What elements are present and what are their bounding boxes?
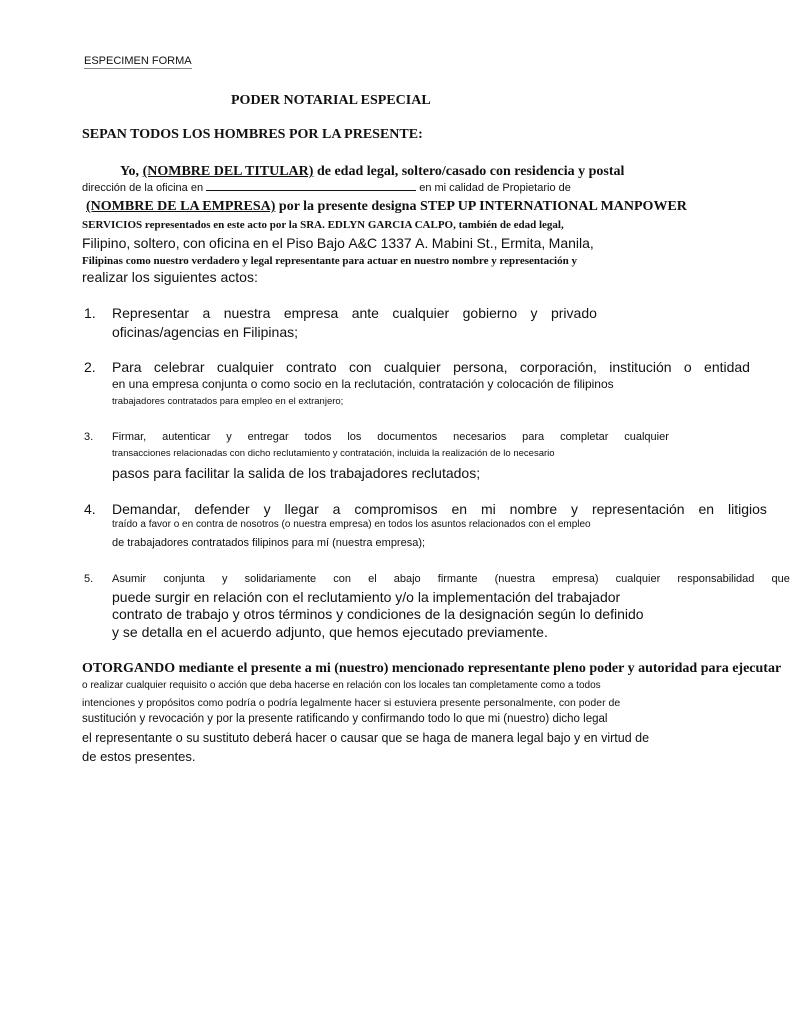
item-1-word: empresa bbox=[283, 305, 339, 321]
item-1-word: nuestra bbox=[223, 305, 271, 321]
item-5-line-4: y se detalla en el acuerdo adjunto, que hemos ejecutado previamente. bbox=[112, 624, 548, 640]
item-4-word: compromisos bbox=[354, 501, 438, 517]
holder-name-placeholder: (NOMBRE DEL TITULAR) bbox=[142, 164, 314, 179]
item-4-line-1 bbox=[112, 501, 767, 517]
intro-line-5 bbox=[82, 235, 594, 251]
closing-line-6: de estos presentes. bbox=[82, 749, 196, 764]
item-4-word: y bbox=[571, 501, 579, 517]
intro-line-5-word: Filipino, bbox=[82, 235, 131, 251]
item-3-word: y bbox=[226, 431, 232, 443]
item-5-word: responsabilidad bbox=[677, 573, 755, 585]
intro-line-2 bbox=[82, 182, 571, 194]
item-1-word: cualquier bbox=[392, 305, 450, 321]
item-1-line-2: oficinas/agencias en Filipinas; bbox=[112, 324, 298, 340]
intro-line-5-word: St., bbox=[476, 235, 498, 251]
closing-line-2: o realizar cualquier requisito o acción que deba hacerse en relación con los locales tan completamente como a todos bbox=[82, 680, 601, 691]
item-4-word: en bbox=[698, 501, 715, 517]
item-2-word: con bbox=[348, 359, 372, 375]
item-2-word: contrato bbox=[286, 359, 337, 375]
item-4-line-2: traído a favor o en contra de nosotros (o nuestra empresa) en todos los asuntos relacionados con el empleo bbox=[112, 519, 591, 530]
item-2-line-2: en una empresa conjunta o como socio en la reclutación, contratación y colocación de filipinos bbox=[112, 377, 614, 391]
item-5-line-2: puede surgir en relación con el reclutamiento y/o la implementación del trabajador bbox=[112, 589, 621, 605]
intro-line-5-word: Mabini bbox=[431, 235, 474, 251]
item-2-word: institución bbox=[609, 359, 672, 375]
item-5-word: el bbox=[368, 573, 377, 585]
item-3-word: documentos bbox=[377, 431, 438, 443]
intro-line-5-word: soltero, bbox=[133, 235, 180, 251]
item-3-word: todos bbox=[304, 431, 332, 443]
owner-capacity-label: en mi calidad de Propietario de bbox=[419, 182, 571, 194]
item-4-word: nombre bbox=[509, 501, 558, 517]
closing-line-3: intenciones y propósitos como podría o podría legalmente hacer si estuviera presente personalmente, con poder de bbox=[82, 697, 621, 709]
item-5-word: solidariamente bbox=[244, 573, 317, 585]
intro-line-5-word: 1337 bbox=[380, 235, 412, 251]
item-1-word: ante bbox=[351, 305, 379, 321]
item-4-word: Demandar, bbox=[112, 501, 181, 517]
item-5-line-1 bbox=[112, 573, 790, 585]
company-name-placeholder: (NOMBRE DE LA EMPRESA) bbox=[86, 199, 276, 214]
intro-line-5-word: A&C bbox=[348, 235, 378, 251]
closing-line-5: el representante o su sustituto deberá hacer o causar que se haga de manera legal bajo y en virtud de bbox=[82, 731, 650, 745]
item-5-word: Asumir bbox=[112, 573, 147, 585]
item-2-word: celebrar bbox=[153, 359, 205, 375]
closing-line-4: sustitución y revocación y por la presente ratificando y confirmando todo lo que mi (nuestro) dicho legal bbox=[82, 713, 608, 725]
item-5-word: conjunta bbox=[163, 573, 205, 585]
item-4-line-3: de trabajadores contratados filipinos para mí (nuestra empresa); bbox=[112, 537, 426, 549]
item-1-word: privado bbox=[550, 305, 597, 321]
item-2-line-3: trabajadores contratados para empleo en el extranjero; bbox=[112, 396, 344, 407]
intro-line-5-word: Bajo bbox=[316, 235, 345, 251]
document-title: PODER NOTARIAL ESPECIAL bbox=[231, 93, 431, 108]
item-3-word: necesarios bbox=[453, 431, 507, 443]
item-number: 2. bbox=[84, 359, 96, 375]
item-number: 3. bbox=[84, 431, 94, 443]
intro-line-3 bbox=[86, 199, 687, 215]
item-3-word: entregar bbox=[247, 431, 289, 443]
item-2-word: entidad bbox=[704, 359, 750, 375]
item-2-word: persona, bbox=[453, 359, 508, 375]
intro-line-5-word: Ermita, bbox=[500, 235, 546, 251]
specimen-label: ESPECIMEN FORMA bbox=[84, 55, 192, 67]
office-address-blank bbox=[206, 190, 416, 191]
intro-line-3-rest: por la presente designa STEP UP INTERNATIONAL MANPOWER bbox=[278, 199, 687, 214]
item-3-line-3: pasos para facilitar la salida de los trabajadores reclutados; bbox=[112, 465, 481, 481]
item-3-word: completar bbox=[560, 431, 609, 443]
item-1-line-1 bbox=[112, 305, 597, 321]
intro-line-5-word: Piso bbox=[286, 235, 314, 251]
item-4-word: en bbox=[451, 501, 468, 517]
intro-line-5-word: oficina bbox=[209, 235, 250, 251]
item-1-word: y bbox=[530, 305, 538, 321]
item-number: 1. bbox=[84, 305, 96, 321]
intro-line-1-rest: de edad legal, soltero/casado con residencia y postal bbox=[316, 164, 625, 179]
item-number: 4. bbox=[84, 501, 96, 517]
item-5-word: y bbox=[222, 573, 228, 585]
item-3-line-1 bbox=[112, 431, 669, 443]
item-4-word: defender bbox=[194, 501, 250, 517]
item-3-word: para bbox=[522, 431, 545, 443]
item-5-word: (nuestra bbox=[494, 573, 535, 585]
item-3-word: los bbox=[347, 431, 362, 443]
intro-line-5-word: en bbox=[252, 235, 269, 251]
item-5-word: firmante bbox=[437, 573, 478, 585]
item-2-word: o bbox=[683, 359, 692, 375]
document-heading: SEPAN TODOS LOS HOMBRES POR LA PRESENTE: bbox=[82, 127, 423, 142]
item-4-word: mi bbox=[480, 501, 496, 517]
item-4-word: a bbox=[332, 501, 341, 517]
item-5-line-3: contrato de trabajo y otros términos y condiciones de la designación según lo definido bbox=[112, 606, 644, 622]
item-number: 5. bbox=[84, 573, 94, 585]
item-4-word: llegar bbox=[284, 501, 319, 517]
intro-line-5-word: el bbox=[271, 235, 283, 251]
item-4-word: representación bbox=[591, 501, 685, 517]
intro-line-5-word: A. bbox=[415, 235, 429, 251]
intro-line-5-word: con bbox=[183, 235, 206, 251]
item-1-word: Representar bbox=[112, 305, 190, 321]
item-2-word: Para bbox=[112, 359, 142, 375]
intro-yo: Yo, bbox=[120, 164, 140, 179]
item-4-word: y bbox=[263, 501, 271, 517]
item-2-word: corporación, bbox=[519, 359, 597, 375]
closing-line-1: OTORGANDO mediante el presente a mi (nuestro) mencionado representante pleno poder y autoridad para ejecutar bbox=[82, 661, 782, 676]
item-5-word: que bbox=[771, 573, 790, 585]
item-5-word: abajo bbox=[393, 573, 421, 585]
item-2-line-1 bbox=[112, 359, 750, 375]
office-address-label: dirección de la oficina en bbox=[82, 182, 204, 194]
item-3-word: Firmar, bbox=[112, 431, 147, 443]
intro-line-1 bbox=[120, 164, 624, 180]
intro-line-6: Filipinas como nuestro verdadero y legal representante para actuar en nuestro nombre y representación y bbox=[82, 255, 577, 267]
item-1-word: gobierno bbox=[462, 305, 518, 321]
item-2-word: cualquier bbox=[383, 359, 441, 375]
item-2-word: cualquier bbox=[216, 359, 274, 375]
item-1-word: a bbox=[202, 305, 211, 321]
item-5-word: con bbox=[333, 573, 351, 585]
item-4-word: litigios bbox=[727, 501, 767, 517]
intro-line-4: SERVICIOS representados en este acto por la SRA. EDLYN GARCIA CALPO, también de edad legal, bbox=[82, 219, 564, 231]
item-3-word: cualquier bbox=[624, 431, 669, 443]
intro-line-7: realizar los siguientes actos: bbox=[82, 269, 258, 285]
item-3-word: autenticar bbox=[162, 431, 211, 443]
item-5-word: cualquier bbox=[615, 573, 661, 585]
item-5-word: empresa) bbox=[552, 573, 599, 585]
intro-line-5-word: Manila, bbox=[548, 235, 594, 251]
item-3-line-2: transacciones relacionadas con dicho reclutamiento y contratación, incluida la realización de lo necesario bbox=[112, 448, 555, 459]
